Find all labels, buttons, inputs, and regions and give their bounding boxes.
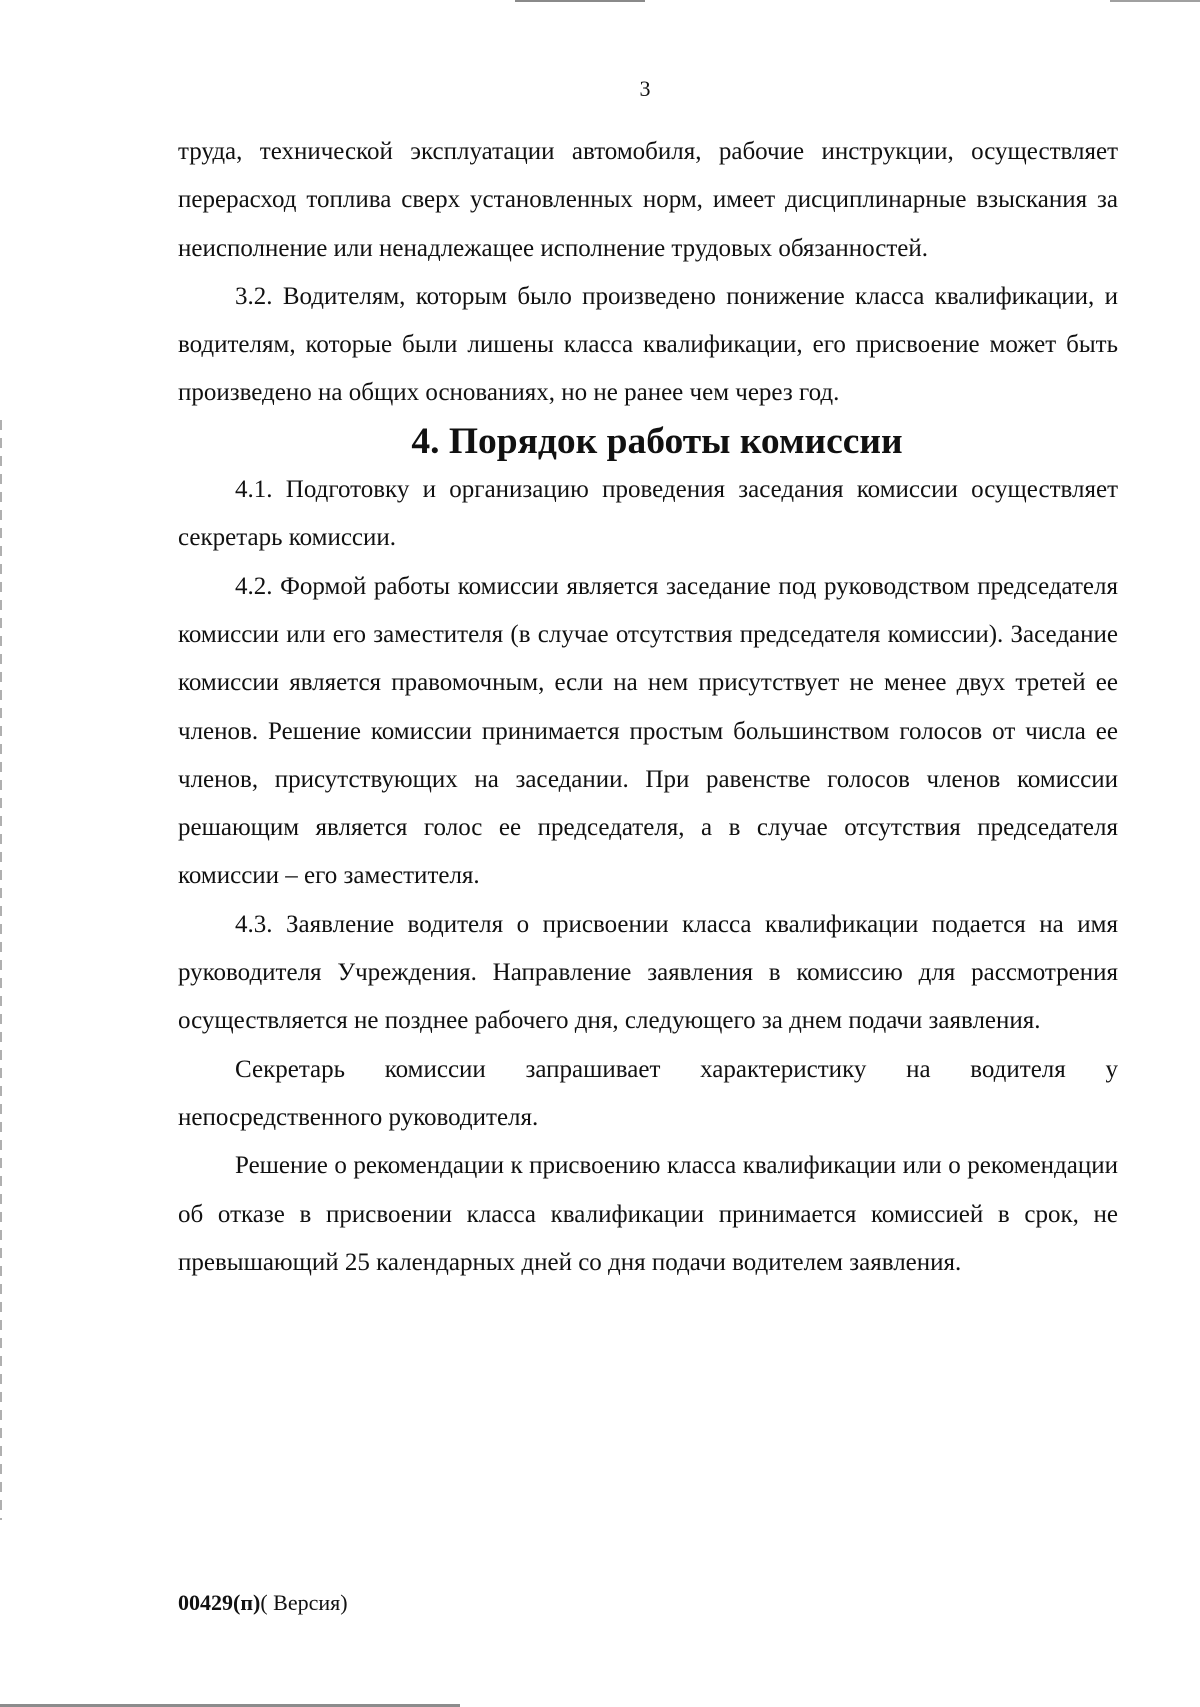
paragraph-decision: Решение о рекомендации к присвоению класса квалификации или о рекомендации об отказе в присвоении класса квалификации принимается комиссией в срок, не превышающий 25 календарных дней со дня подачи водителем заявления. [178, 1152, 1118, 1276]
paragraph-4-2: 4.2. Формой работы комиссии является заседание под руководством председателя комиссии или его заместителя (в случае отсутствия председателя комиссии). Заседание комиссии является правомочным, если на нем присутствует не менее двух третей ее членов. Решение комиссии принимается простым большинством голосов от числа ее членов, присутствующих на заседании. При равенстве голосов членов комиссии решающим является голос ее председателя, а в случае отсутствия председателя комиссии – его заместителя. [178, 572, 1118, 890]
scan-edge-top-right [1110, 0, 1200, 2]
section-heading: 4. Порядок работы комиссии [411, 420, 903, 462]
paragraph-4-3: 4.3. Заявление водителя о присвоении класса квалификации подается на имя руководителя Учреждения. Направление заявления в комиссию для рассмотрения осуществляется не позднее рабочего дня, следующего за днем подачи заявления. [178, 910, 1118, 1035]
document-body [178, 128, 1118, 1287]
paragraph-3-2: 3.2. Водителям, которым было произведено понижение класса квалификации, и водителям, которые были лишены класса квалификации, его присвоение может быть произведено на общих основаниях, но не ранее чем через год. [178, 282, 1118, 407]
scan-edge-top [515, 0, 645, 2]
version-label: ( Версия) [260, 1590, 348, 1615]
paragraph-secretary: Секретарь комиссии запрашивает характеристику на водителя у непосредственного руководителя. [178, 1055, 1118, 1131]
scan-edge-left [0, 420, 2, 1520]
page-number: 3 [639, 76, 651, 101]
footer-doc-code [178, 1590, 348, 1616]
paragraph-4-1: 4.1. Подготовку и организацию проведения заседания комиссии осуществляет секретарь комиссии. [178, 476, 1118, 552]
doc-code: 00429(п) [178, 1590, 261, 1615]
paragraph-continuation: труда, технической эксплуатации автомобиля, рабочие инструкции, осуществляет перерасход топлива сверх установленных норм, имеет дисциплинарные взыскания за неисполнение или ненадлежащее исполнение трудовых обязанностей. [178, 138, 1118, 262]
